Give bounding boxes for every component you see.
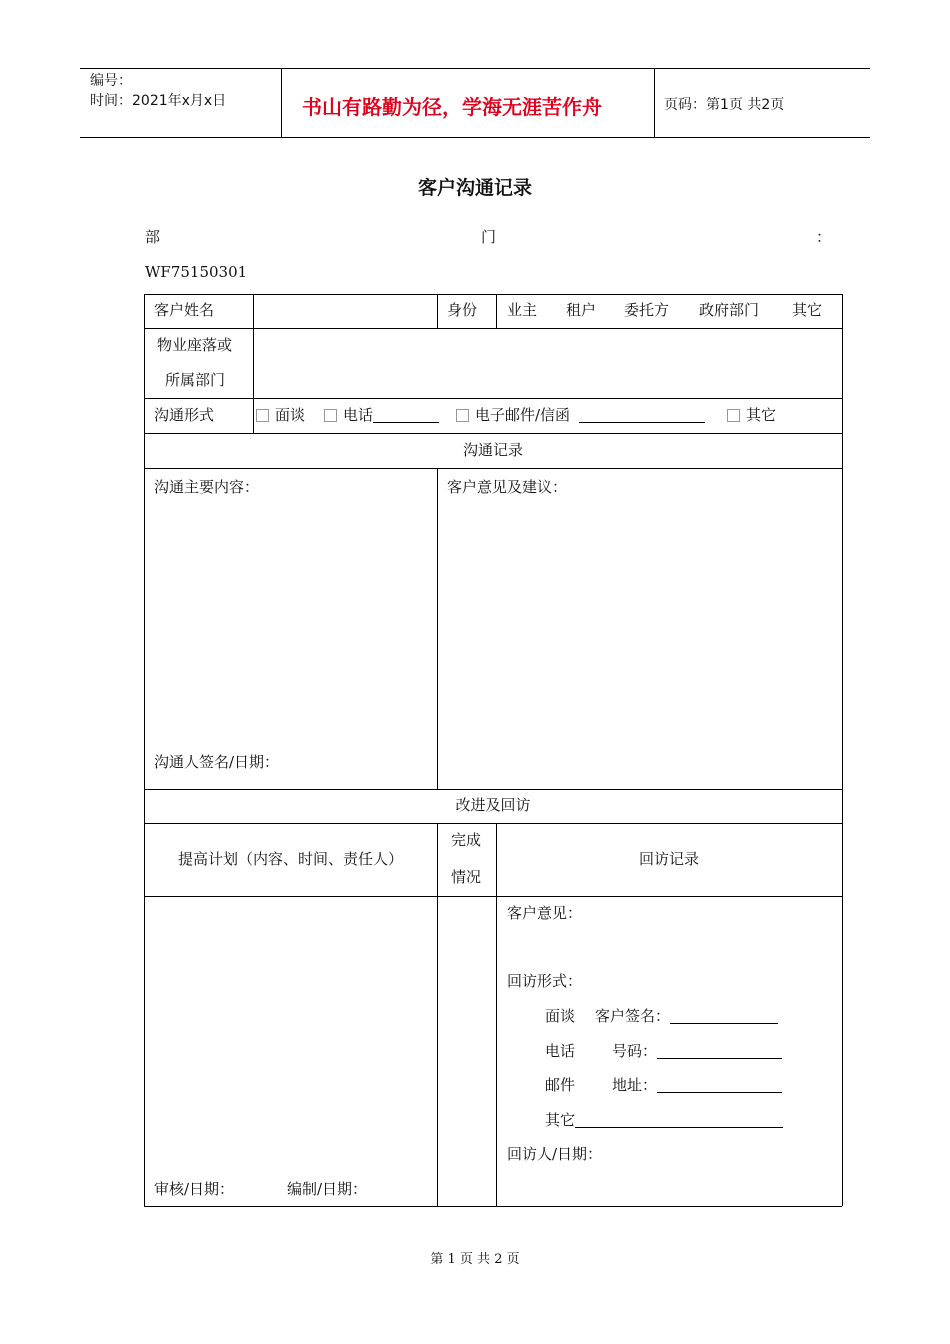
comm-record-header: 沟通记录 [462, 441, 523, 459]
method-interview: 面谈 [545, 1007, 576, 1025]
comm-sign-label: 沟通人签名/日期： [154, 753, 280, 771]
revisit-record-label: 回访记录 [638, 850, 699, 868]
customer-name-label: 客户姓名 [154, 301, 215, 319]
method-phone: 电话 [545, 1042, 576, 1060]
review-label: 审核/日期： [154, 1180, 235, 1198]
method-other-field[interactable]: 其它 [545, 1109, 783, 1130]
comm-option-other[interactable]: 其它 [727, 404, 776, 425]
dept-label-part: 门 [481, 228, 497, 246]
address-field[interactable]: 地址： [612, 1074, 782, 1095]
revisitor-label: 回访人/日期： [507, 1145, 603, 1163]
identity-option: 租户 [566, 301, 597, 319]
comm-form-label: 沟通形式 [154, 406, 215, 424]
identity-option: 政府部门 [699, 301, 760, 319]
identity-option: 委托方 [624, 301, 670, 319]
comm-option-interview[interactable]: 面谈 [256, 404, 305, 425]
form-code: WF75150301 [145, 263, 248, 281]
comm-option-email[interactable]: 电子邮件/信函 [456, 404, 705, 425]
identity-option: 业主 [507, 301, 538, 319]
identity-option: 其它 [792, 301, 823, 319]
plan-label: 提高计划（内容、时间、责任人） [177, 850, 403, 868]
customer-sign-field[interactable]: 客户签名： [595, 1005, 778, 1026]
dept-label-part: 部 [145, 228, 161, 246]
property-label: 物业座落或 [157, 336, 233, 354]
improve-header: 改进及回访 [455, 796, 531, 814]
complete-label: 完成 [451, 831, 482, 849]
customer-opinion-label: 客户意见： [507, 904, 583, 922]
number-label: 编号： [90, 73, 132, 89]
fill-line [575, 1113, 783, 1128]
page-info: 页码：第1页 共2页 [664, 97, 785, 113]
complete-label: 情况 [451, 868, 482, 886]
fill-line [670, 1009, 778, 1024]
property-label: 所属部门 [165, 371, 226, 389]
fill-line [373, 408, 439, 423]
document-title: 客户沟通记录 [417, 177, 532, 199]
dept-colon: ： [816, 228, 832, 246]
main-content-label: 沟通主要内容： [154, 478, 260, 496]
revisit-form-label: 回访形式： [507, 972, 583, 990]
method-mail: 邮件 [545, 1076, 576, 1094]
checkbox-icon[interactable] [256, 409, 269, 422]
checkbox-icon[interactable] [324, 409, 337, 422]
comm-option-phone[interactable]: 电话 [324, 404, 439, 425]
motto: 书山有路勤为径，学海无涯苦作舟 [302, 95, 602, 119]
opinion-label: 客户意见及建议： [447, 478, 568, 496]
compile-label: 编制/日期： [287, 1180, 368, 1198]
phone-number-field[interactable]: 号码： [612, 1040, 782, 1061]
checkbox-icon[interactable] [456, 409, 469, 422]
page-footer: 第 1 页 共 2 页 [430, 1252, 520, 1267]
checkbox-icon[interactable] [727, 409, 740, 422]
fill-line [657, 1044, 782, 1059]
date-label: 时间：2021年x月x日 [90, 93, 227, 109]
fill-line [657, 1078, 782, 1093]
identity-label: 身份 [447, 301, 478, 319]
fill-line [579, 408, 705, 423]
